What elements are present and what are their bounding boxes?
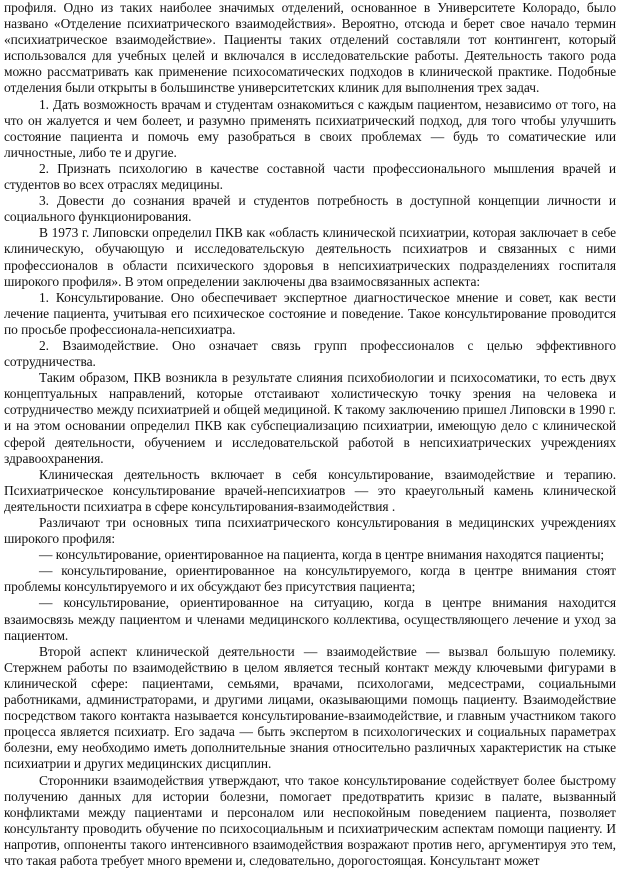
paragraph-aspect-liaison: 2. Взаимодействие. Оно означает связь групп профессионалов с целью эффективного сотрудничества. (4, 337, 616, 370)
list-item-situation-oriented: — консультирование, ориентированное на ситуацию, когда в центре внимания находится взаимосвязь между пациентом и членами медицинского коллектива, осуществляющего лечение и уход за пациентом. (4, 595, 616, 643)
paragraph-task-1: 1. Дать возможность врачам и студентам ознакомиться с каждым пациентом, независимо от того, на что он жалуется и чем болеет, и разумно применять психиатрический подход, для того чтобы улучшить состояние пациента и помочь ему разобраться в своих проблемах — будь то соматические или личностные, либо те и другие. (4, 96, 616, 160)
paragraph-second-aspect: Второй аспект клинической деятельности — взаимодействие — вызвал большую полемику. Стержнем работы по взаимодействию в целом является тесный контакт между ключевыми фигурами в клинической сфере: пациентами, семьями, врачами, психологами, медсестрами, социальными работниками, администраторами, и другими лицами, оказывающими помощь пациенту. Взаимодействие посредством такого контакта называется консультирование-взаимодействие, и главным участником такого процесса является психиатр. Его задача — быть экспертом в психологических и социальных параметрах болезни, ему необходимо иметь дополнительные знания относительно различных характеристик на стыке психиатрии и других медицинских дисциплин. (4, 643, 616, 772)
paragraph-intro-continuation: профиля. Одно из таких наиболее значимых отделений, основанное в Университете Колорадо, было названо «Отделение психиатрического взаимодействия». Вероятно, отсюда и берет свое начало термин «психиатрическое взаимодействие». Пациенты таких отделений составляли тот контингент, который использовался для учебных целей и включался в исследовательские работы. Деятельность такого рода можно рассматривать как применение психосоматических подходов в клинической практике. Подобные отделения были открыты в большинстве университетских клиник для выполнения трех задач. (4, 0, 616, 96)
paragraph-lipowski-definition: В 1973 г. Липовски определил ПКВ как «область клинической психиатрии, которая заключает в себе клиническую, обучающую и исследовательскую деятельность психиатров и связанных с ними профессионалов в области психического здоровья в непсихиатрических подразделениях госпиталя широкого профиля». В этом определении заключены два взаимосвязанных аспекта: (4, 225, 616, 289)
document-page (4, 0, 616, 869)
paragraph-task-3: 3. Довести до сознания врачей и студентов потребность в доступной концепции личности и социального функционирования. (4, 193, 616, 225)
list-item-consultee-oriented: — консультирование, ориентированное на консультируемого, когда в центре внимания стоят проблемы консультируемого и их обсуждают без присутствия пациента; (4, 563, 616, 595)
paragraph-supporters-opponents: Сторонники взаимодействия утверждают, что такое консультирование содействует более быстрому получению данных для истории болезни, помогает предотвратить кризис в палате, вызванный конфликтами между пациентами и персоналом или неспокойным поведением пациента, позволяет консультанту проводить обучение по психосоциальным и психиатрическим аспектам помощи пациенту. И напротив, оппоненты такого интенсивного взаимодействия возражают против него, аргументируя это тем, что такая работа требует много времени и, следовательно, дорогостоящая. Консультант может (4, 772, 616, 868)
paragraph-pkv-origin: Таким образом, ПКВ возникла в результате слияния психобиологии и психосоматики, то есть двух концептуальных направлений, которые отстаивают холистическую точку зрения на человека и сотрудничество между психиатрией и общей медициной. К такому заключению пришел Липовски в 1990 г. и на этом основании определил ПКВ как субспециализацию психиатрии, имеющую дело с клинической сферой деятельности, обучением и исследовательской работой в непсихиатрических учреждениях здравоохранения. (4, 370, 616, 466)
list-item-patient-oriented: — консультирование, ориентированное на пациента, когда в центре внимания находятся пациенты; (39, 547, 605, 563)
paragraph-aspect-consulting: 1. Консультирование. Оно обеспечивает экспертное диагностическое мнение и совет, как вести лечение пациента, учитывая его психическое состояние и поведение. Такое консультирование проводится по просьбе профессионала-непсихиатра. (4, 289, 616, 337)
paragraph-consulting-types: Различают три основных типа психиатрического консультирования в медицинских учреждениях широкого профиля: (4, 515, 616, 547)
paragraph-task-2: 2. Признать психологию в качестве составной части профессионального мышления врачей и студентов во всех отраслях медицины. (4, 160, 616, 193)
paragraph-clinical-activity: Клиническая деятельность включает в себя консультирование, взаимодействие и терапию. Психиатрическое консультирование врачей-непсихиатров — это краеугольный камень клинической деятельности психиатра в сфере консультирования-взаимодействия . (4, 466, 616, 514)
